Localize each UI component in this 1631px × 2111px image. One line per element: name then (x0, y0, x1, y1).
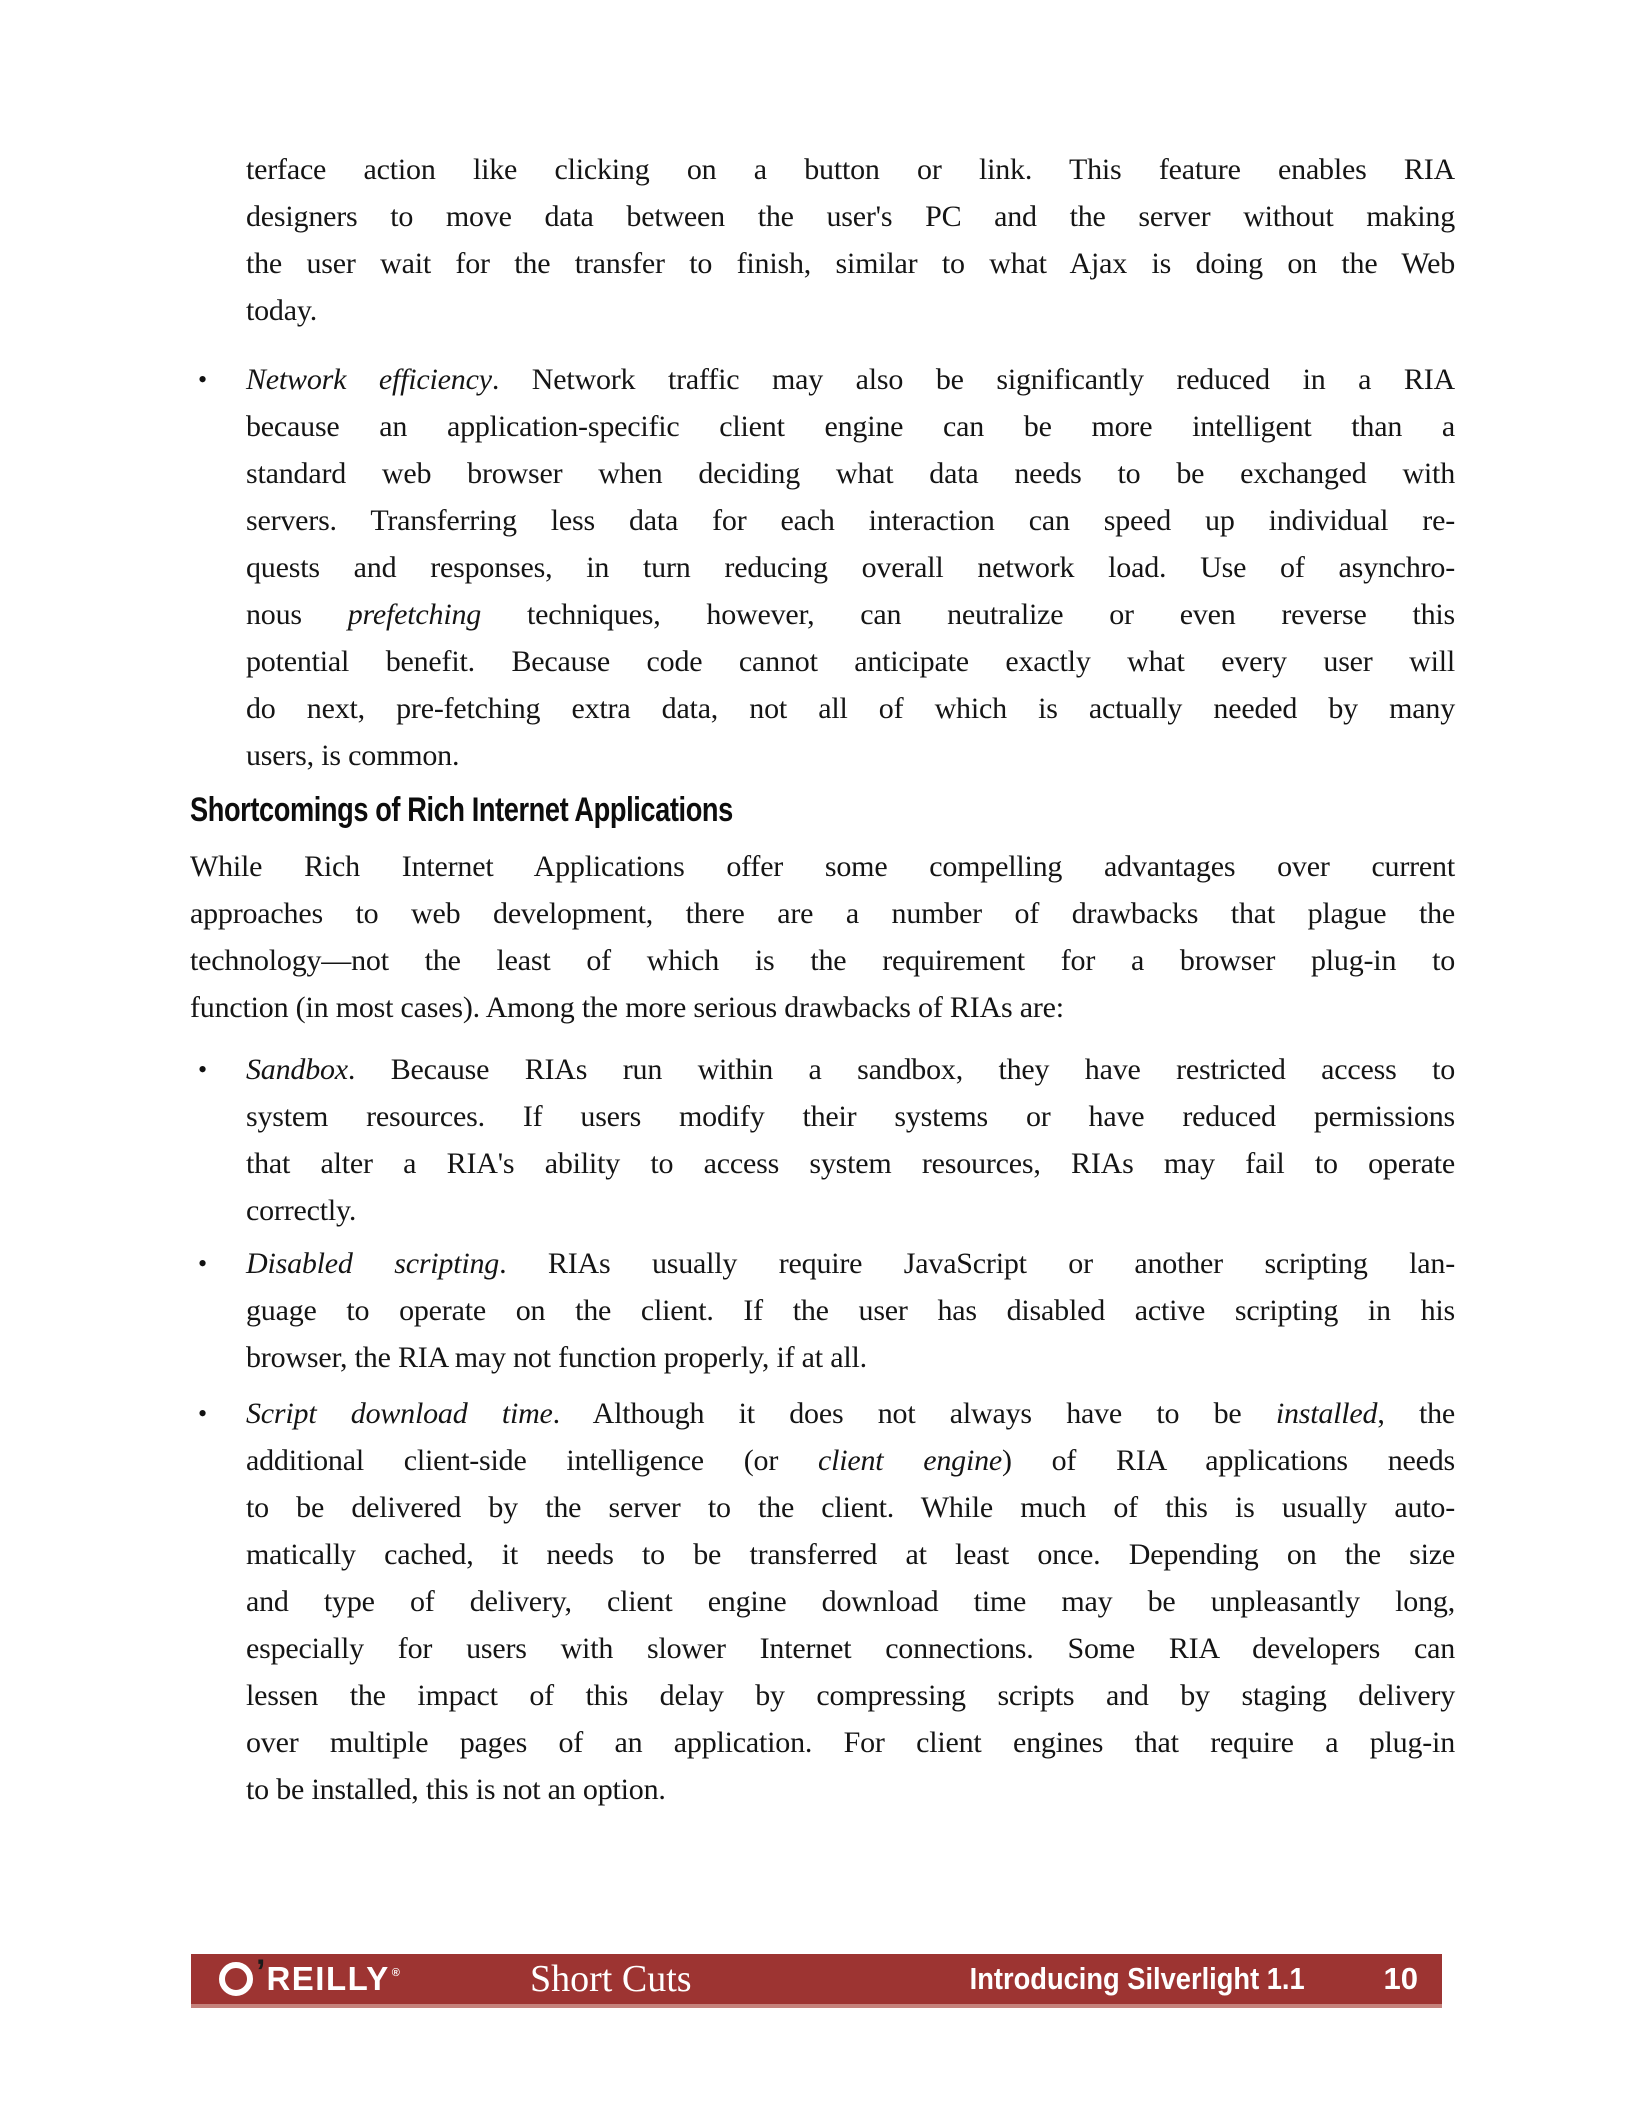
text-line: servers. Transferring less data for each interaction can speed up individual re- (246, 504, 1455, 537)
page-number: 10 (1383, 1961, 1418, 1996)
footer-bar (191, 1954, 1442, 2008)
text-line: correctly. (246, 1194, 357, 1227)
bullet-sandbox (190, 1046, 1455, 1234)
text-line: over multiple pages of an application. For client engines that require a plug-in (246, 1726, 1455, 1759)
bullet-disabled-scripting (190, 1240, 1455, 1381)
text-line: and type of delivery, client engine download time may be unpleasantly long, (246, 1585, 1455, 1618)
text-line: approaches to web development, there are a number of drawbacks that plague the (190, 897, 1455, 930)
text-line: today. (246, 294, 318, 327)
paragraph-shortcomings-intro (190, 843, 1455, 1031)
text-line: system resources. If users modify their systems or have reduced permissions (246, 1100, 1455, 1133)
text-line: terface action like clicking on a button or link. This feature enables RIA (246, 153, 1455, 186)
oreilly-apostrophe: ’ (256, 1953, 266, 1991)
text-line: because an application-specific client engine can be more intelligent than a (246, 410, 1455, 443)
bullet-marker-icon: • (198, 1399, 208, 1428)
text-line: matically cached, it needs to be transferred at least once. Depending on the size (246, 1538, 1455, 1571)
text-line: designers to move data between the user's PC and the server without making (246, 200, 1455, 233)
text-line: nous prefetching techniques, however, can neutralize or even reverse this (246, 598, 1455, 631)
text-line: Sandbox. Because RIAs run within a sandbox, they have restricted access to (246, 1053, 1455, 1086)
text-line: that alter a RIA's ability to access system resources, RIAs may fail to operate (246, 1147, 1455, 1180)
bullet-marker-icon: • (198, 1055, 208, 1084)
text-line: additional client-side intelligence (or client engine) of RIA applications needs (246, 1444, 1455, 1477)
text-line: guage to operate on the client. If the user has disabled active scripting in his (246, 1294, 1455, 1327)
section-heading: Shortcomings of Rich Internet Applications (190, 791, 733, 829)
text-line: potential benefit. Because code cannot anticipate exactly what every user will (246, 645, 1455, 678)
text-line: to be delivered by the server to the client. While much of this is usually auto- (246, 1491, 1455, 1524)
text-line: Disabled scripting. RIAs usually require JavaScript or another scripting lan- (246, 1247, 1455, 1280)
oreilly-logo (219, 1953, 400, 1998)
text-line: quests and responses, in turn reducing overall network load. Use of asynchro- (246, 551, 1455, 584)
text-line: lessen the impact of this delay by compressing scripts and by staging delivery (246, 1679, 1455, 1712)
text-line: While Rich Internet Applications offer some compelling advantages over current (190, 850, 1455, 883)
document-title: Introducing Silverlight 1.1 (970, 1961, 1305, 1996)
series-title: Short Cuts (530, 1958, 692, 2000)
text-line: standard web browser when deciding what data needs to be exchanged with (246, 457, 1455, 490)
text-line: Script download time. Although it does not always have to be installed, the (246, 1397, 1456, 1430)
text-line: users, is common. (246, 739, 460, 772)
text-line: function (in most cases). Among the more serious drawbacks of RIAs are: (190, 991, 1064, 1024)
text-line: browser, the RIA may not function properly, if at all. (246, 1341, 867, 1374)
oreilly-o-icon (219, 1962, 253, 1996)
text-line: especially for users with slower Internet connections. Some RIA developers can (246, 1632, 1455, 1665)
bullet-marker-icon: • (198, 1249, 208, 1278)
registered-mark: ® (391, 1967, 400, 1979)
text-line: to be installed, this is not an option. (246, 1773, 666, 1806)
bullet-network-efficiency (190, 356, 1455, 779)
text-line: do next, pre-fetching extra data, not all of which is actually needed by many (246, 692, 1455, 725)
text-line: Network efficiency. Network traffic may also be significantly reduced in a RIA (246, 363, 1455, 396)
oreilly-wordmark: REILLY (266, 1960, 390, 1997)
paragraph-interface-action (190, 146, 1455, 334)
text-line: the user wait for the transfer to finish, similar to what Ajax is doing on the Web (246, 247, 1455, 280)
bullet-script-download-time (190, 1390, 1455, 1813)
text-line: technology—not the least of which is the requirement for a browser plug-in to (190, 944, 1455, 977)
bullet-marker-icon: • (198, 365, 208, 394)
